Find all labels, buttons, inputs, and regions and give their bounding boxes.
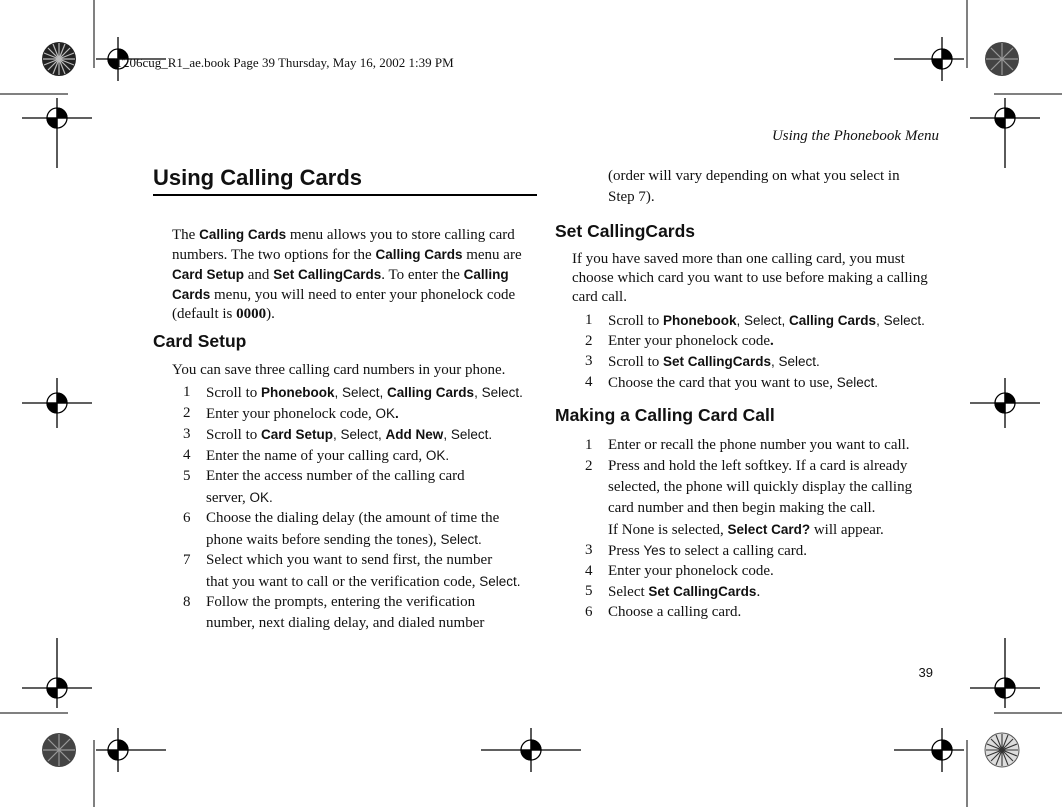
file-header: T206cug_R1_ae.book Page 39 Thursday, May 16, 2002 1:39 PM [115,55,454,70]
title-rule [153,194,537,196]
list-item: 7 Select which you want to send first, the number that you want to call or the verification code, Select. [183,552,521,590]
section-heading-card-setup: Card Setup [153,331,247,351]
list-item: 5 Enter the access number of the calling card server, OK. [183,468,465,506]
card-setup-intro: You can save three calling card numbers in your phone. [172,362,506,378]
step-continuation: (order will vary depending on what you select in Step 7). [608,168,900,205]
section-heading-set-callingcards: Set CallingCards [555,221,696,241]
list-item: 6 Choose the dialing delay (the amount of time the phone waits before sending the tones), Select. [183,510,500,548]
page-number: 39 [918,665,933,680]
list-item: 2 Press and hold the left softkey. If a card is already selected, the phone will quickly display the calling card number and then begin making the call. If None is selected, Select Card? will appear. [585,458,913,538]
page-title: Using Calling Cards [153,165,363,190]
section-heading-making-call: Making a Calling Card Call [555,405,775,425]
set-callingcards-intro: If you have saved more than one calling card, you must choose which card you want to use before making a calling card call. [572,251,928,305]
list-item: 8 Follow the prompts, entering the verification number, next dialing delay, and dialed number [183,594,485,631]
running-head: Using the Phonebook Menu [771,128,939,144]
intro-paragraph: The Calling Cards menu allows you to store calling card numbers. The two options for the Calling Cards menu are Card Setup and Set CallingCards. To enter the Calling Cards menu, you will need to enter your phonelock code (default is 0000). [172,227,522,322]
registration-target-icon [22,37,1040,772]
